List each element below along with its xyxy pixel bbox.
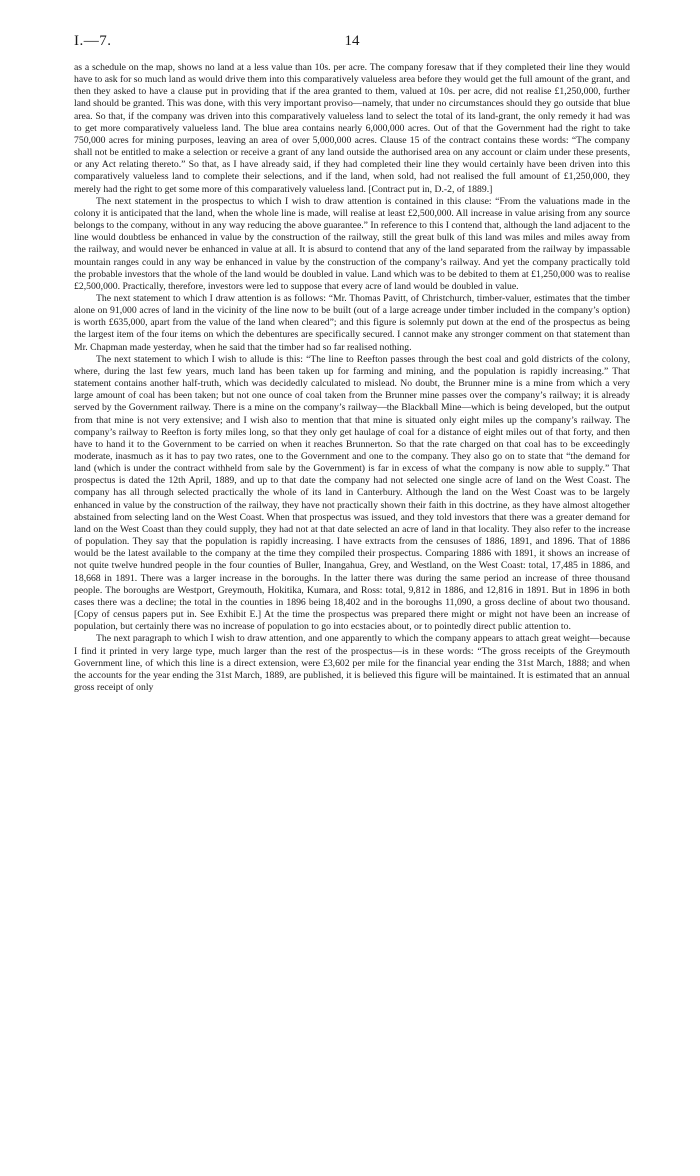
body-text — [74, 62, 630, 694]
running-header — [74, 32, 630, 58]
paragraph: The next paragraph to which I wish to draw attention, and one apparently to which the company appears to attach great weight—because I find it printed in very large type, much larger than the rest of the prospectus—is in these words: “The gross receipts of the Greymouth Government line, of which this line is a direct extension, were £3,602 per mile for the financial year ending the 31st March, 1888; and when the accounts for the year ending the 31st March, 1889, are published, it is believed this figure will be maintained. It is estimated that an annual gross receipt of only — [74, 633, 630, 693]
paragraph: The next statement to which I wish to allude is this: “The line to Reefton passes through the best coal and gold districts of the colony, where, during the last few years, much land has been taken up for farming and mining, and the population is rapidly increasing.” That statement contains another half-truth, which was decidedly calculated to mislead. No doubt, the Brunner mine is a mine from which a very large amount of coal has been taken; but not one ounce of coal taken from the Brunner mine passes over the company’s railway; it is already served by the Government railway. There is a mine on the company’s railway—the Blackball Mine—which is being developed, but the output from that mine is not very extensive; and I wish also to mention that that mine is situated only eight miles up the company’s railway. The company’s railway to Reefton is forty miles long, so that they only get haulage of coal for a distance of eight miles out of that forty, and then have to hand it to the Government to be carried on when it reaches Brunnerton. So that the rate charged on that coal has to be exceedingly moderate, inasmuch as it has to pay two rates, one to the Government and one to the company. They also go on to state that “the demand for land (which is under the contract withheld from sale by the Government) is far in excess of what the company is now able to supply.” That prospectus is dated the 12th April, 1889, and up to that date the company had not selected one single acre of land on the West Coast. The company has all through selected practically the whole of its land in Canterbury. Although the land on the West Coast was to be largely enhanced in value by the construction of the railway, they have not practically shown their faith in this doctrine, as they have almost altogether abstained from selecting land on the West Coast. When that prospectus was issued, and they told investors that there was a greater demand for land on the West Coast than they could supply, they had not at that date selected an acre of land in that locality. They also refer to the increase of population. They say that the population is rapidly increasing. I have extracts from the censuses of 1886, 1891, and 1896. That of 1886 would be the latest available to the company at the time they compiled their prospectus. Comparing 1886 with 1891, it shows an increase of not quite twelve hundred people in the four counties of Buller, Inangahua, Grey, and Westland, on the West Coast: total, 17,485 in 1886, and 18,668 in 1891. There was a larger increase in the boroughs. In the latter there was during the same period an increase of three thousand people. The boroughs are Westport, Greymouth, Hokitika, Kumara, and Ross: total, 9,812 in 1886, and 12,816 in 1891. But in 1896 in both cases there was a decline; the total in the counties in 1896 being 18,402 and in the boroughs 11,090, a gross decline of about two thousand. [Copy of census papers put in. See Exhibit E.] At the time the prospectus was prepared there might or might not have been an increase of population, but certainly there was no increase of population to go into ecstacies about, or to pointedly direct public attention to. — [74, 353, 630, 633]
paragraph: as a schedule on the map, shows no land at a less value than 10s. per acre. The company foresaw that if they completed their line they would have to ask for so much land as would drive them into this comparatively valueless area before they would get the full amount of the grant, and then they asked to have a clause put in providing that if the area granted to them, valued at 10s. per acre, did not realise £1,250,000, further land should be granted. This was done, with this very important proviso—namely, that under no circumstances should they go outside that blue area. So that, if the company was driven into this comparatively valueless land to select the total of its land-grant, the only remedy it had was to get more comparatively valueless land. The blue area contains nearly 6,000,000 acres. Out of that the Government had the right to take 750,000 acres for mining purposes, leaving an area of over 5,000,000 acres. Clause 15 of the contract contains these words: “The company shall not be entitled to make a selection or receive a grant of any land outside the authorised area on any account or claim under these presents, or any Act relating thereto.” So that, as I have already said, if they had completed their line they would certainly have been driven into this comparatively valueless land to complete their selections, and if the land, when sold, had not realised the full amount of £1,250,000, they merely had the right to get some more of this comparatively valueless land. [Contract put in, D.-2, of 1889.] — [74, 62, 630, 195]
paragraph: The next statement to which I draw attention is as follows: “Mr. Thomas Pavitt, of Christchurch, timber-valuer, estimates that the timber alone on 91,000 acres of land in the vicinity of the line now to be built (out of a large acreage under timber included in the company’s option) is worth £635,000, apart from the value of the land when cleared”; and this figure is solemnly put down at the end of the prospectus as being the largest item of the four items on which the debentures are specifically secured. I cannot make any stronger comment on that statement than Mr. Chapman made yesterday, when he said that the timber had so far realised nothing. — [74, 292, 630, 353]
document-reference: I.—7. — [74, 33, 112, 49]
paragraph: The next statement in the prospectus to which I wish to draw attention is contained in this clause: “From the valuations made in the colony it is anticipated that the land, when the whole line is made, will realise at least £2,500,000. All increase in value arising from any source belongs to the company, without in any way reducing the above guarantee.” In reference to this I contend that, although the land adjacent to the line would doubtless be enhanced in value by the construction of the railway, still the great bulk of this land was miles and miles away from the railway, and would never be enhanced in value at all. It is absurd to contend that any of the land separated from the railway by impassable mountain ranges could in any way be enhanced in value by the construction of the company’s railway. And yet the company practically told the probable investors that the whole of the land would be doubled in value. Land which was to be debited to them at £1,250,000 was to realise £2,500,000. Practically, therefore, investors were led to suppose that every acre of land would be doubled in value. — [74, 195, 630, 292]
page-number: 14 — [344, 33, 360, 49]
